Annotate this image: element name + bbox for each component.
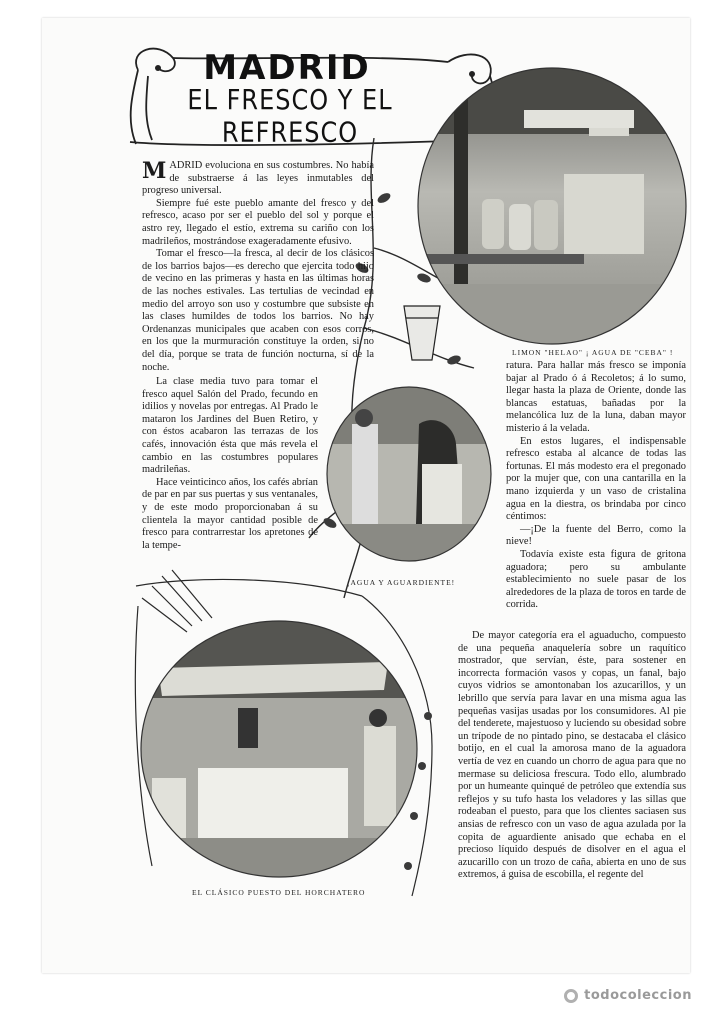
paragraph: Siempre fué este pueblo amante del fresco y del refresco, acaso por ser el pueblo del sol y porque el astro rey, llegado el estío, extrema su cariño con los madrileños, mostrándose exageradamente efusivo.	[142, 197, 374, 247]
article-title: MADRID	[203, 48, 371, 88]
paragraph: Tomar el fresco—la fresca, al decir de los clásicos de los barrios bajos—es derecho que ejercita todo hijo de vecino en las primeras y hasta en las últimas horas de las noches estivales. Las tertulias de vecindad en medio del arroyo son uso y costumbre que subsiste en las clases humildes de todos los barrios. No hay Ordenanzas municipales que acaben con esos corros, en los que la murmuración constituye la orden, si no del día, porque se trata de función nocturna, sí de la noche.	[142, 248, 374, 373]
watermark	[564, 988, 692, 1003]
caption-photo3: EL CLÁSICO PUESTO DEL HORCHATERO	[192, 888, 366, 897]
text-column-2	[506, 360, 686, 612]
paragraph: —¡De la fuente del Berro, como la nieve!	[506, 523, 686, 548]
paragraph: La clase media tuvo para tomar el fresco aquel Salón del Prado, fecundo en idilios y novelas por entregas. Al Prado le mataron los Jardines del Buen Retiro, y con éstos acabaron las terrazas de los cafés, innovación ésta que más revela el cambio en las costumbres populares madrileñas.	[142, 376, 318, 476]
paragraph: MADRID evoluciona en sus costumbres. No había de substraerse á las leyes inmutables del progreso universal.	[142, 158, 374, 197]
text-column-1b	[142, 376, 318, 552]
caption-photo1: LIMON "HELAO" ¡ AGUA DE "CEBA" !	[512, 348, 674, 357]
paragraph: Hace veinticinco años, los cafés abrían de par en par sus puertas y sus ventanales, y de este modo proporcionaban á su clientela la mayor cantidad posible de fresco para contrarrestar los apretones de la tempe-	[142, 476, 318, 551]
photo-water-seller	[324, 384, 494, 564]
caption-photo2: ¡AGUA Y AGUARDIENTE!	[347, 578, 456, 587]
photo-horchata-stall	[138, 618, 420, 880]
text-column-3	[458, 630, 686, 882]
article-subtitle: EL FRESCO Y EL REFRESCO	[187, 83, 393, 149]
paragraph: En estos lugares, el indispensable refresco estaba al alcance de todas las fortunas. El más modesto era el pregonado por la mujer que, con una cantarilla en la mano izquierda y un vaso de cristalina agua en la diestra, os brindaba por cinco céntimos:	[506, 435, 686, 523]
text-column-1	[142, 160, 374, 374]
photo-lemonade-stall	[414, 64, 690, 348]
magazine-page	[42, 18, 690, 973]
paragraph: ratura. Para hallar más fresco se imponía bajar al Prado ó á Recoletos; á lo sumo, llegar hasta la plaza de Oriente, donde las blancas estatuas, bañadas por la melancólica luz de la luna, daban mayor misterio á la velada.	[506, 360, 686, 434]
paragraph: Todavía existe esta figura de gritona aguadora; pero su ambulante establecimiento no suele pasar de los alrededores de la plaza de toros en tarde de corrida.	[506, 548, 686, 611]
watermark-logo-icon	[564, 989, 578, 1003]
paragraph: De mayor categoría era el aguaducho, compuesto de una pequeña anaquelería sobre un raquítico mostrador, que servían, éste, para sostener en incorrecta formación vasos y copas, un fanal, bajo cuyos vidrios se amontonaban los azucarillos, y un lebrillo que servía para lavar en una misma agua las pequeñas vasijas usadas por los consumidores. Al pie del tenderete, majestuoso y luciendo su obesidad sobre un trípode de no pintado pino, se destacaba el clásico botijo, en el cual la amorosa mano de la aguadora vertía de vez en cuando un chorro de agua para que no mermase su deliciosa frescura. Todo ello, alumbrado por un humeante quinqué de petróleo que extendía sus reflejos y su tufo hasta los veladores y las sillas que rodeaban el puesto, para que los clientes saciasen sus ansias de refresco con un vaso de agua azulada por la copita de aguardiente anisado que echaba en el precioso líquido después de disolver en el agua el azucarillo con un trozo de caña, abierta en uno de sus extremos, á guisa de escobilla, el regente del	[458, 630, 686, 881]
dropcap: M	[142, 158, 167, 184]
watermark-text: todocoleccion	[584, 988, 692, 1003]
